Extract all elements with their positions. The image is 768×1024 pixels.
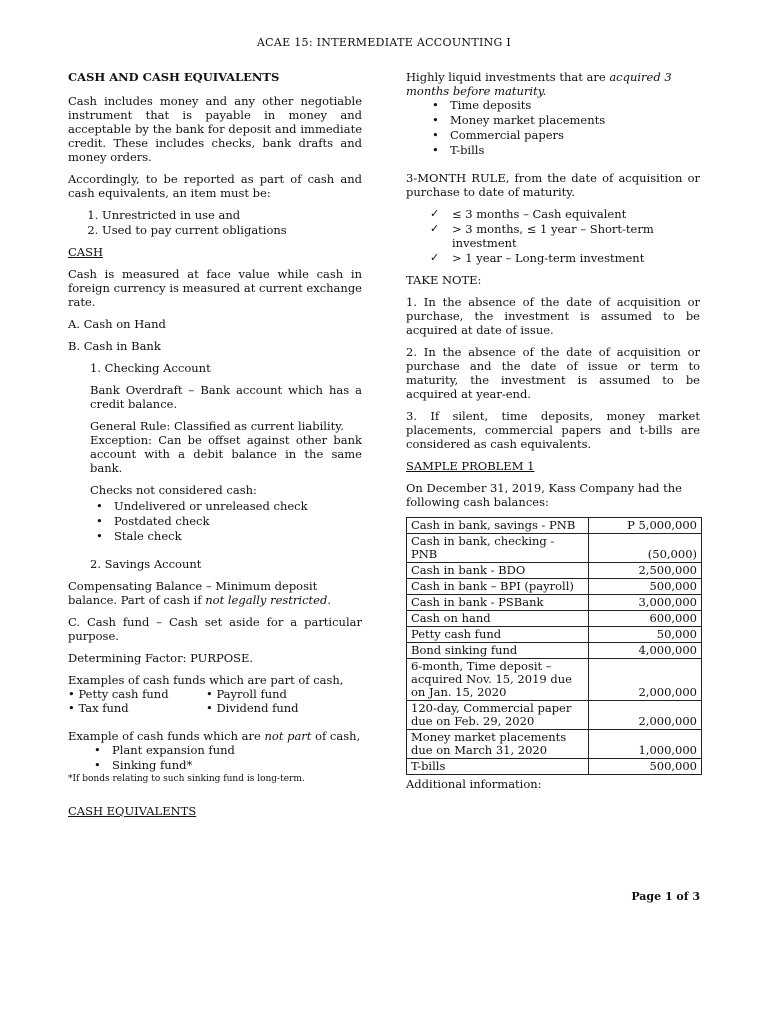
investment-item: • T-bills: [406, 143, 700, 157]
table-row: [407, 563, 702, 579]
cash-fund: C. Cash fund – Cash set aside for a particular purpose.: [68, 615, 362, 643]
account-amount: 2,000,000: [589, 701, 702, 730]
account-amount: 1,000,000: [589, 730, 702, 759]
table-row: [407, 611, 702, 627]
table-row: [407, 730, 702, 759]
cash-heading: CASH: [68, 245, 104, 259]
three-month-rule: 3-MONTH RULE, from the date of acquisition or purchase to date of maturity.: [406, 171, 700, 199]
investment-item: • Money market placements: [406, 113, 700, 127]
general-rule: General Rule: Classified as current liability.: [90, 419, 344, 433]
table-row: [407, 643, 702, 659]
note-item: 3. If silent, time deposits, money market placements, commercial papers and t-bills are considered as cash equivalents.: [406, 409, 700, 451]
fund-item: • Payroll fund: [206, 687, 287, 701]
account-amount: 3,000,000: [589, 595, 702, 611]
check-item: • Stale check: [68, 529, 362, 543]
investment-item: • Commercial papers: [406, 128, 700, 142]
account-amount: 500,000: [589, 579, 702, 595]
table-row: [407, 534, 702, 563]
account-amount: P 5,000,000: [589, 518, 702, 534]
compensating-balance: Compensating Balance – Minimum deposit balance. Part of cash if not legally restricted.: [68, 579, 331, 607]
take-note-heading: TAKE NOTE:: [406, 273, 482, 287]
section-title: CASH AND CASH EQUIVALENTS: [68, 70, 280, 84]
not-part-item: • Plant expansion fund: [68, 743, 362, 757]
left-column: [68, 70, 362, 826]
cash-equivalents-definition: Highly liquid investments that are acquired 3 months before maturity.: [406, 70, 672, 98]
account-amount: 2,000,000: [589, 659, 702, 701]
table-row: [407, 595, 702, 611]
table-row: [407, 627, 702, 643]
account-label: Bond sinking fund: [407, 643, 589, 659]
sample-problem-heading: SAMPLE PROBLEM 1: [406, 459, 535, 473]
additional-information: Additional information:: [406, 777, 542, 791]
examples-part-of-cash: Examples of cash funds which are part of cash,: [68, 673, 344, 687]
account-amount: 50,000: [589, 627, 702, 643]
account-label: Petty cash fund: [407, 627, 589, 643]
criteria-item: 1. Unrestricted in use and: [102, 208, 362, 222]
exception-rule: Exception: Can be offset against other bank account with a debit balance in the same bank.: [90, 433, 362, 475]
note-item: 2. In the absence of the date of acquisition or purchase and the date of issue or term to maturity, the investment is assumed to be acquired at year-end.: [406, 345, 700, 401]
reporting-criteria: Accordingly, to be reported as part of cash and cash equivalents, an item must be:: [68, 172, 362, 200]
sample-problem-intro: On December 31, 2019, Kass Company had the following cash balances:: [406, 481, 682, 509]
account-amount: 4,000,000: [589, 643, 702, 659]
fund-item: • Tax fund: [68, 701, 129, 715]
account-amount: 2,500,000: [589, 563, 702, 579]
not-part-item: • Sinking fund*: [68, 758, 362, 772]
table-row: [407, 518, 702, 534]
cash-equivalents-heading: CASH EQUIVALENTS: [68, 804, 197, 818]
savings-account: 2. Savings Account: [90, 557, 202, 571]
right-column: [406, 70, 700, 799]
cash-in-bank: B. Cash in Bank: [68, 339, 161, 353]
cash-on-hand: A. Cash on Hand: [68, 317, 166, 331]
checks-not-cash: Checks not considered cash:: [90, 483, 257, 497]
rule-item: ✓ > 1 year – Long-term investment: [406, 251, 700, 265]
investment-list: [406, 98, 700, 157]
account-label: Cash in bank - BDO: [407, 563, 589, 579]
cash-measurement: Cash is measured at face value while cash in foreign currency is measured at current exchange rate.: [68, 267, 362, 309]
cash-definition: Cash includes money and any other negotiable instrument that is payable in money and acceptable by the bank for deposit and immediate credit. These includes checks, bank drafts and money orders.: [68, 94, 362, 164]
account-amount: (50,000): [589, 534, 702, 563]
fund-item: • Petty cash fund: [68, 687, 169, 701]
account-label: Cash in bank - PSBank: [407, 595, 589, 611]
account-amount: 500,000: [589, 759, 702, 775]
account-label: 6-month, Time deposit – acquired Nov. 15, 2019 due on Jan. 15, 2020: [407, 659, 589, 701]
criteria-item: 2. Used to pay current obligations: [102, 223, 362, 237]
criteria-list: [68, 208, 362, 237]
table-row: [407, 759, 702, 775]
cash-balances-table: [406, 517, 702, 775]
check-item: • Undelivered or unreleased check: [68, 499, 362, 513]
document-header: ACAE 15: INTERMEDIATE ACCOUNTING I: [256, 36, 512, 49]
page-number: Page 1 of 3: [631, 890, 700, 903]
account-label: T-bills: [407, 759, 589, 775]
not-part-list: [68, 743, 362, 772]
checking-account: 1. Checking Account: [90, 361, 211, 375]
bank-overdraft: Bank Overdraft – Bank account which has a credit balance.: [90, 383, 362, 411]
examples-not-part: Example of cash funds which are not part of cash,: [68, 729, 361, 743]
investment-item: • Time deposits: [406, 98, 700, 112]
rule-item: ✓ > 3 months, ≤ 1 year – Short-term investment: [406, 222, 700, 250]
checks-list: [68, 499, 362, 543]
account-label: 120-day, Commercial paper due on Feb. 29, 2020: [407, 701, 589, 730]
account-label: Cash in bank, checking - PNB: [407, 534, 589, 563]
note-item: 1. In the absence of the date of acquisition or purchase, the investment is assumed to be acquired at date of issue.: [406, 295, 700, 337]
fund-item: • Dividend fund: [206, 701, 299, 715]
funds-grid: [68, 687, 362, 715]
footnote: *If bonds relating to such sinking fund is long-term.: [68, 774, 305, 784]
table-row: [407, 579, 702, 595]
check-item: • Postdated check: [68, 514, 362, 528]
table-row: [407, 701, 702, 730]
rule-list: [406, 207, 700, 265]
account-label: Cash in bank – BPI (payroll): [407, 579, 589, 595]
rule-item: ✓ ≤ 3 months – Cash equivalent: [406, 207, 700, 221]
account-label: Cash in bank, savings - PNB: [407, 518, 589, 534]
determining-factor: Determining Factor: PURPOSE.: [68, 651, 254, 665]
account-label: Cash on hand: [407, 611, 589, 627]
account-amount: 600,000: [589, 611, 702, 627]
account-label: Money market placements due on March 31, 2020: [407, 730, 589, 759]
table-row: [407, 659, 702, 701]
